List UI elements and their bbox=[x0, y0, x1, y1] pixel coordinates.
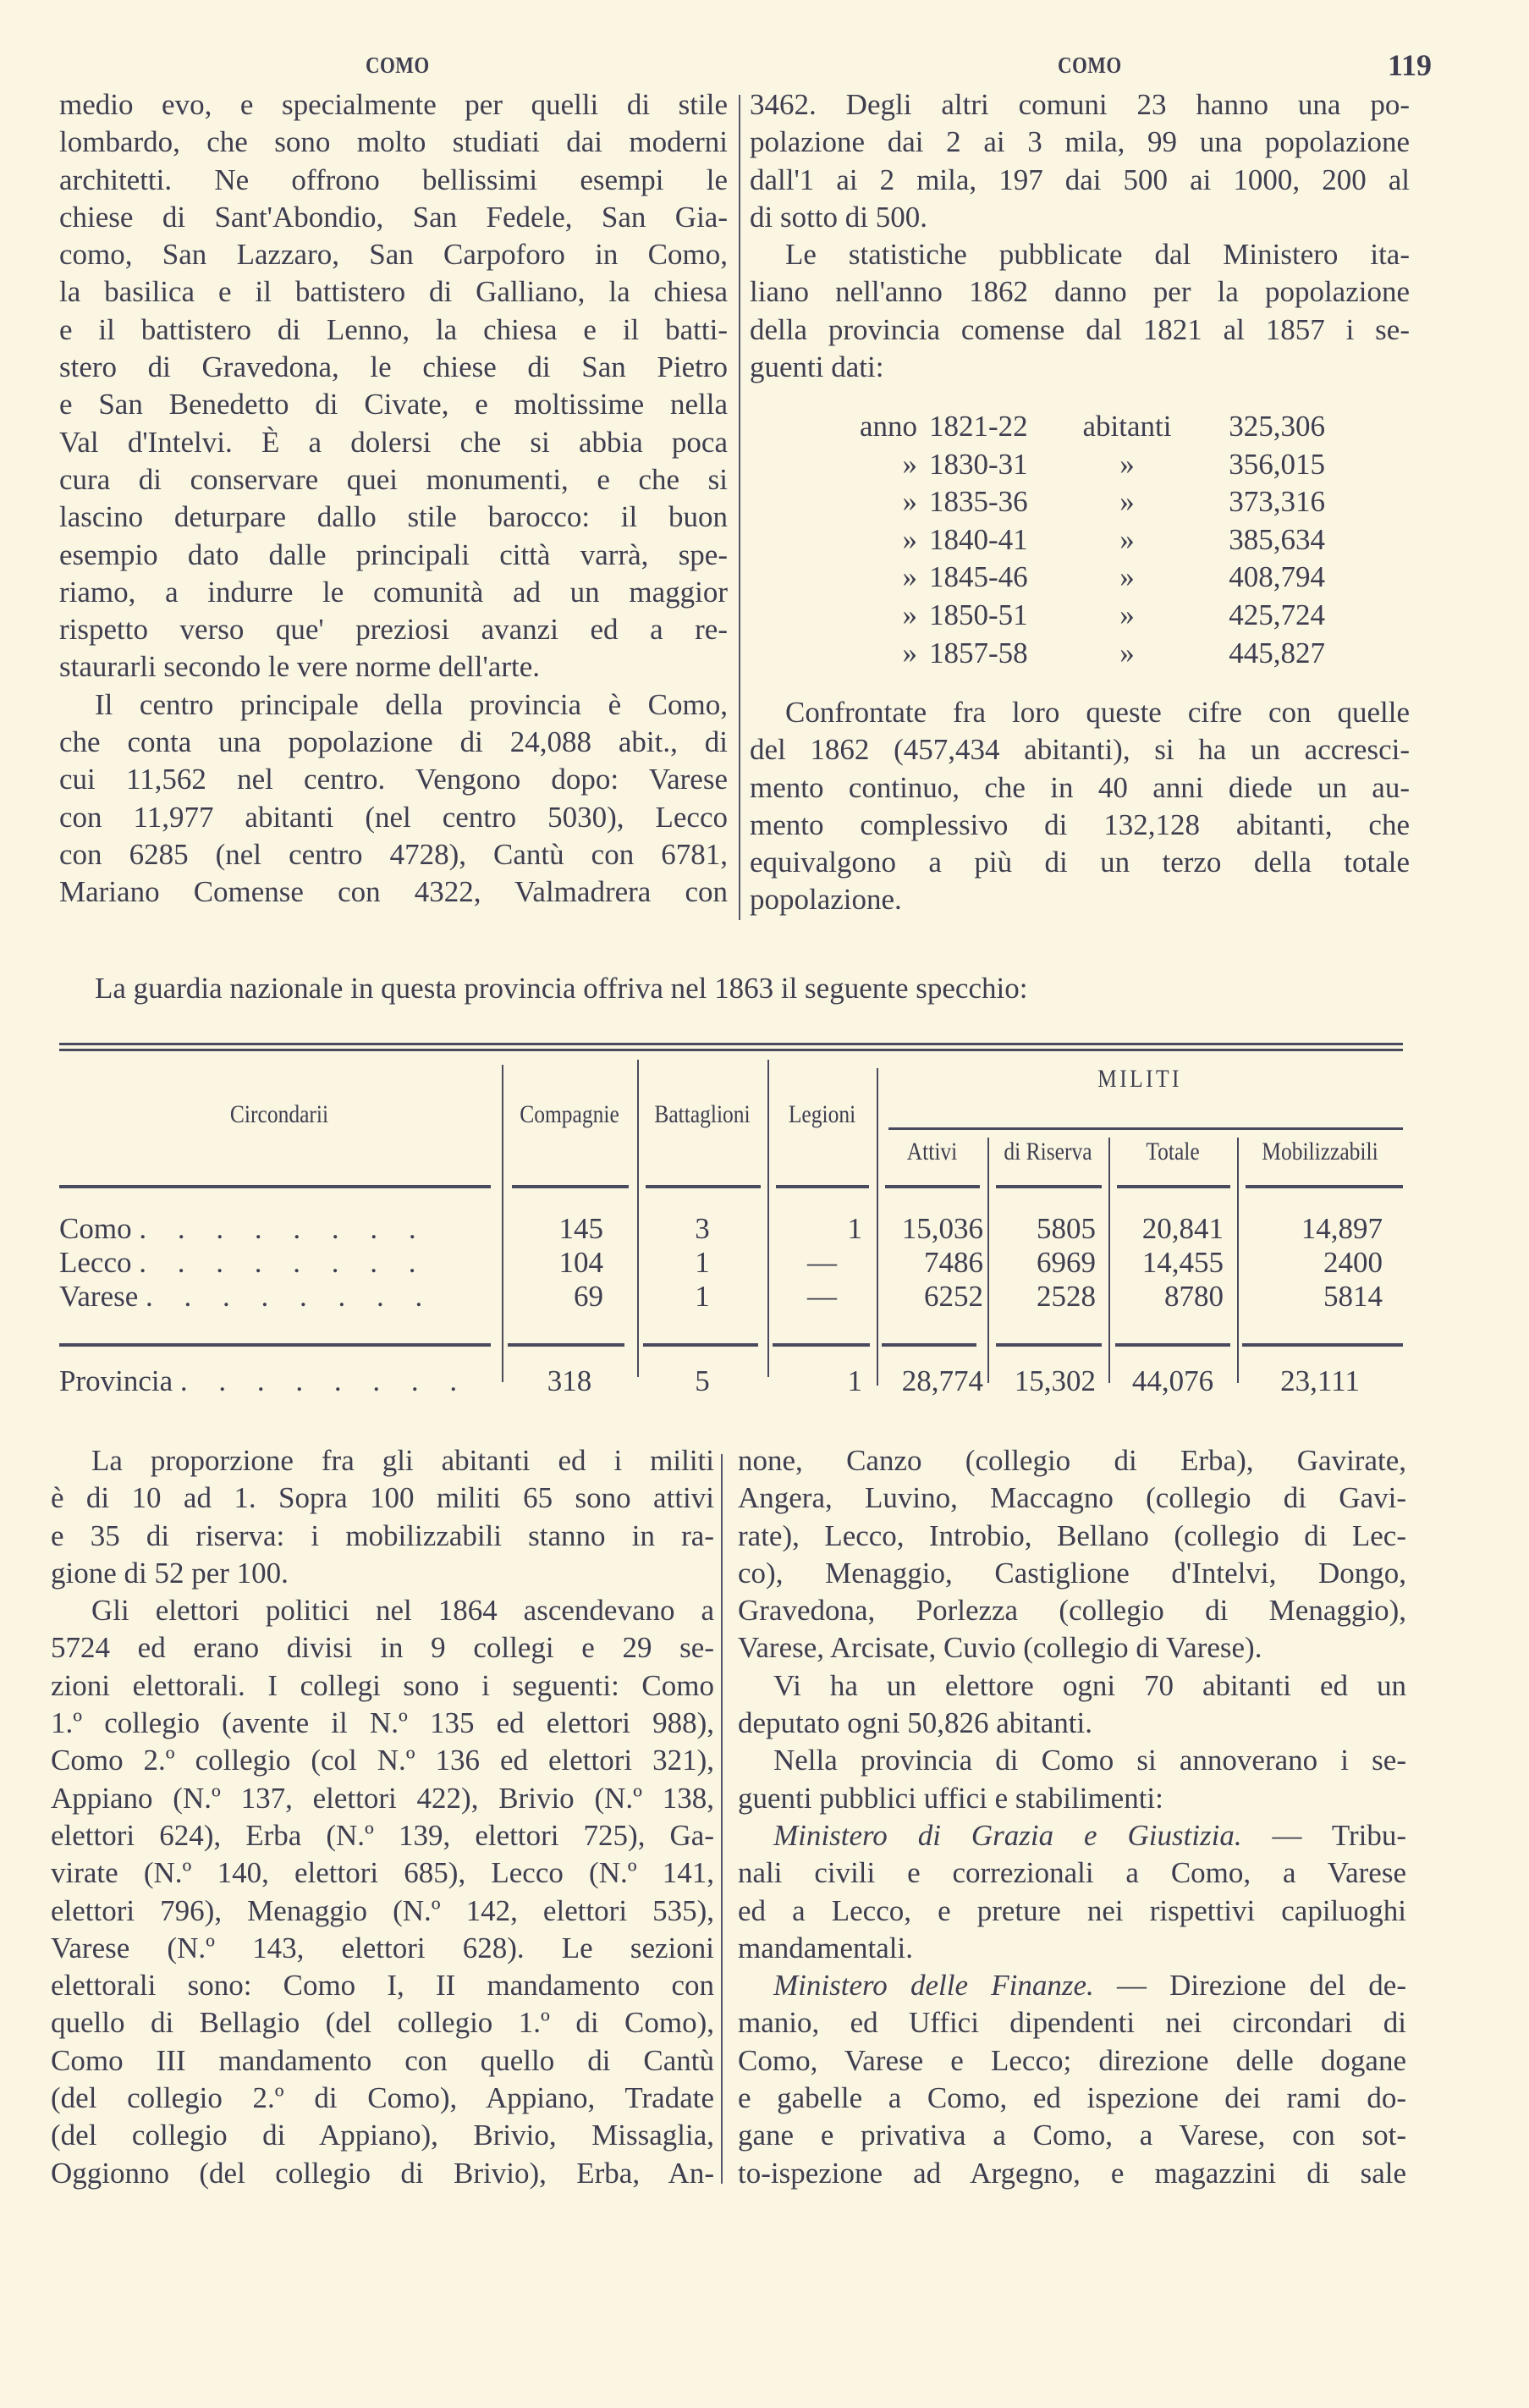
text-line: staurarli secondo le vere norme dell'arte. bbox=[59, 650, 540, 684]
right-running-head: COMO bbox=[1058, 52, 1122, 78]
paragraph-comuni bbox=[750, 86, 1410, 236]
text-line: (del collegio 2.º di Como), Appiano, Tradate bbox=[51, 2081, 714, 2115]
text-line: e San Benedetto di Civate, e moltissime nella bbox=[59, 388, 728, 422]
text-line: la basilica e il battistero di Galliano, la chiesa bbox=[59, 275, 728, 309]
cell-riserva: 2528 bbox=[1037, 1280, 1096, 1313]
row-value: 325,306 bbox=[1229, 410, 1325, 443]
row-label: » bbox=[1119, 485, 1135, 519]
paragraph-elettore-ratio bbox=[738, 1667, 1406, 1743]
row-circondario: Lecco bbox=[59, 1246, 132, 1279]
population-row bbox=[833, 521, 1325, 559]
cell-attivi: 7486 bbox=[924, 1246, 983, 1279]
cell-riserva: 6969 bbox=[1037, 1246, 1096, 1279]
cell-legioni: 1 bbox=[847, 1212, 862, 1245]
row-circondario: Como bbox=[59, 1212, 132, 1245]
leader-dots: . . . . . . . . bbox=[146, 1280, 435, 1313]
text-line: manio, ed Uffici dipendenti nei circondari di bbox=[738, 2006, 1406, 2040]
paragraph-centro-principale bbox=[59, 686, 728, 912]
page-number: 119 bbox=[1388, 48, 1433, 82]
row-prefix: » bbox=[902, 522, 917, 556]
militia-intro: La guardia nazionale in questa provincia offriva nel 1863 il seguente specchio: bbox=[95, 972, 1028, 1005]
cell-totale: 14,455 bbox=[1141, 1246, 1224, 1279]
text-fragment: — Direzione del de- bbox=[1093, 1969, 1406, 2003]
text-line: esempio dato dalle principali città varrà, spe- bbox=[59, 537, 728, 571]
cell-totale: 8780 bbox=[1164, 1280, 1224, 1313]
text-line: Mariano Comense con 4322, Valmadrera con bbox=[59, 875, 728, 909]
cell-legioni: 1 bbox=[847, 1364, 862, 1397]
text-line: lombardo, che sono molto studiati dai moderni bbox=[59, 125, 728, 159]
paragraph-sezioni-cont bbox=[738, 1442, 1406, 1667]
cell-riserva: 15,302 bbox=[1014, 1364, 1096, 1397]
text-line: Varese, Arcisate, Cuvio (collegio di Varese). bbox=[738, 1631, 1262, 1665]
population-row bbox=[833, 635, 1325, 673]
header-rule bbox=[512, 1185, 629, 1188]
row-period: 1835-36 bbox=[929, 485, 1028, 519]
text-line: Vi ha un elettore ogni 70 abitanti ed un bbox=[773, 1668, 1406, 1702]
total-rule bbox=[882, 1343, 976, 1347]
paragraph-proporzione bbox=[51, 1442, 714, 1592]
header-militi: MILITI bbox=[1097, 1065, 1182, 1093]
text-line: stero di Gravedona, le chiese di San Pietro bbox=[59, 350, 728, 384]
row-period: 1840-41 bbox=[929, 522, 1028, 556]
paragraph-statistiche bbox=[750, 236, 1410, 386]
text-line: Oggionno (del collegio di Brivio), Erba, An- bbox=[51, 2156, 714, 2190]
text-line: architetti. Ne offrono bellissimi esempi le bbox=[59, 163, 728, 196]
population-row bbox=[833, 559, 1325, 597]
cell-battaglioni: 5 bbox=[695, 1364, 710, 1397]
text-line: mento continuo, che in 40 anni diede un au- bbox=[750, 770, 1410, 804]
text-line: Como III mandamento con quello di Cantù bbox=[51, 2043, 714, 2077]
column-divider-bottom bbox=[721, 1454, 723, 2184]
text-line: medio evo, e specialmente per quelli di stile bbox=[59, 88, 728, 121]
ministry-title: Ministero delle Finanze. bbox=[773, 1969, 1094, 2003]
text-line: gione di 52 per 100. bbox=[51, 1556, 289, 1590]
total-rule bbox=[1115, 1343, 1230, 1347]
text-line: quello di Bellagio (del collegio 1.º di Como), bbox=[51, 2006, 714, 2040]
text-line: popolazione. bbox=[750, 883, 902, 917]
text-line: elettori 796), Menaggio (N.º 142, elettori 535), bbox=[51, 1893, 714, 1927]
text-line: riamo, a indurre le comunità ad un maggior bbox=[59, 575, 728, 609]
header-rule bbox=[59, 1185, 491, 1188]
text-line: 1.º collegio (avente il N.º 135 ed elettori 988), bbox=[51, 1706, 714, 1740]
text-line: 5724 ed erano divisi in 9 collegi e 29 se- bbox=[51, 1631, 714, 1665]
text-line: none, Canzo (collegio di Erba), Gavirate, bbox=[738, 1444, 1406, 1477]
row-label: » bbox=[1119, 636, 1135, 670]
paragraph-ministero-giustizia bbox=[738, 1817, 1406, 1967]
text-fragment: — Tribu- bbox=[1241, 1818, 1406, 1852]
row-value: 445,827 bbox=[1229, 636, 1325, 670]
cell-battaglioni: 3 bbox=[695, 1212, 710, 1245]
text-line: con 11,977 abitanti (nel centro 5030), Lecco bbox=[59, 800, 728, 834]
total-rule bbox=[996, 1343, 1102, 1347]
text-line: e gabelle a Como, ed ispezione dei rami do- bbox=[738, 2081, 1406, 2115]
row-prefix: » bbox=[902, 485, 917, 519]
row-value: 385,634 bbox=[1229, 522, 1325, 556]
header-rule bbox=[776, 1185, 869, 1188]
text-line: Angera, Luvino, Maccagno (collegio di Gavi- bbox=[738, 1481, 1406, 1515]
cell-compagnie: 318 bbox=[547, 1364, 592, 1397]
text-line: e 35 di riserva: i mobilizzabili stanno in ra- bbox=[51, 1518, 714, 1552]
text-line: Gli elettori politici nel 1864 ascendevano a bbox=[91, 1594, 714, 1628]
total-rule bbox=[508, 1343, 624, 1347]
text-line: e il battistero di Lenno, la chiesa e il batti- bbox=[59, 312, 728, 346]
cell-riserva: 5805 bbox=[1037, 1212, 1096, 1245]
text-line: como, San Lazzaro, San Carpoforo in Como, bbox=[59, 238, 728, 272]
row-label: » bbox=[1119, 560, 1135, 594]
header-rule bbox=[885, 1185, 980, 1188]
text-line: Nella provincia di Como si annoverano i se- bbox=[773, 1744, 1406, 1777]
row-value: 373,316 bbox=[1229, 485, 1325, 519]
text-line: Varese (N.º 143, elettori 628). Le sezioni bbox=[51, 1931, 714, 1964]
text-line: deputato ogni 50,826 abitanti. bbox=[738, 1706, 1092, 1740]
header-rule bbox=[646, 1185, 761, 1188]
row-prefix: » bbox=[902, 560, 917, 594]
text-line: della provincia comense dal 1821 al 1857 i se- bbox=[750, 312, 1410, 346]
cell-battaglioni: 1 bbox=[695, 1280, 710, 1313]
text-line: con 6285 (nel centro 4728), Cantù con 6781, bbox=[59, 837, 728, 871]
militi-group-rule bbox=[888, 1127, 1403, 1130]
paragraph-ministero-finanze bbox=[738, 1967, 1406, 2192]
cell-mobilizzabili: 23,111 bbox=[1280, 1364, 1360, 1397]
header-circondarii: Circondarii bbox=[229, 1100, 329, 1128]
leader-dots: . . . . . . . . bbox=[179, 1364, 470, 1397]
text-line bbox=[738, 1817, 1406, 1854]
left-column-bottom bbox=[51, 1442, 714, 2192]
total-rule bbox=[773, 1343, 870, 1347]
cell-totale: 44,076 bbox=[1131, 1364, 1214, 1397]
paragraph-confrontate bbox=[750, 694, 1410, 919]
leader-dots: . . . . . . . . bbox=[139, 1212, 428, 1245]
paragraph-churches bbox=[59, 86, 728, 686]
text-line: to-ispezione ad Argegno, e magazzini di sale bbox=[738, 2156, 1406, 2190]
row-label: » bbox=[1119, 447, 1135, 481]
text-line: Como 2.º collegio (col N.º 136 ed elettori 321), bbox=[51, 1744, 714, 1777]
text-line: liano nell'anno 1862 danno per la popolazione bbox=[750, 275, 1410, 309]
cell-legioni: — bbox=[807, 1280, 837, 1313]
total-rule bbox=[59, 1343, 491, 1347]
row-value: 408,794 bbox=[1229, 560, 1325, 594]
text-line: chiese di Sant'Abondio, San Fedele, San Gia- bbox=[59, 200, 728, 234]
text-line: polazione dai 2 ai 3 mila, 99 una popolazione bbox=[750, 125, 1410, 159]
left-column-top bbox=[59, 86, 728, 912]
cell-compagnie: 69 bbox=[574, 1280, 603, 1313]
text-line: zioni elettorali. I collegi sono i seguenti: Como bbox=[51, 1668, 714, 1702]
text-line: cui 11,562 nel centro. Vengono dopo: Varese bbox=[59, 763, 728, 796]
text-line: co), Menaggio, Castiglione d'Intelvi, Dongo, bbox=[738, 1556, 1406, 1590]
population-row bbox=[833, 446, 1325, 484]
leader-dots: . . . . . . . . bbox=[139, 1246, 428, 1279]
header-battaglioni: Battaglioni bbox=[654, 1100, 751, 1128]
paragraph-elettori bbox=[51, 1592, 714, 2192]
row-prefix: » bbox=[902, 447, 917, 481]
text-line: (del collegio di Appiano), Brivio, Missaglia, bbox=[51, 2119, 714, 2152]
total-rule bbox=[643, 1343, 758, 1347]
text-line: Val d'Intelvi. È a dolersi che si abbia poca bbox=[59, 425, 728, 459]
text-line: Como, Varese e Lecco; direzione delle dogane bbox=[738, 2043, 1406, 2077]
header-rule bbox=[1246, 1185, 1403, 1188]
cell-attivi: 28,774 bbox=[901, 1364, 983, 1397]
cell-attivi: 6252 bbox=[924, 1280, 983, 1313]
text-line: virate (N.º 140, elettori 685), Lecco (N.º 141, bbox=[51, 1856, 714, 1890]
cell-battaglioni: 1 bbox=[695, 1246, 710, 1279]
cell-compagnie: 145 bbox=[558, 1212, 603, 1245]
text-line: del 1862 (457,434 abitanti), si ha un accresci- bbox=[750, 733, 1410, 767]
row-circondario: Provincia bbox=[59, 1364, 173, 1397]
header-totale: Totale bbox=[1146, 1138, 1200, 1165]
text-line: di sotto di 500. bbox=[750, 200, 928, 234]
population-row bbox=[833, 597, 1325, 635]
cell-legioni: — bbox=[807, 1246, 837, 1279]
text-line: Confrontate fra loro queste cifre con quelle bbox=[785, 696, 1410, 729]
text-line: lascino deturpare dallo stile barocco: il buon bbox=[59, 500, 728, 534]
header-legioni: Legioni bbox=[788, 1100, 856, 1128]
left-running-head: COMO bbox=[366, 52, 430, 78]
row-label: » bbox=[1119, 598, 1135, 631]
text-line: nali civili e correzionali a Como, a Varese bbox=[738, 1856, 1406, 1890]
header-mobilizzabili: Mobilizzabili bbox=[1262, 1138, 1378, 1165]
row-label: » bbox=[1119, 522, 1135, 556]
right-column-bottom bbox=[738, 1442, 1406, 2192]
text-line: dall'1 ai 2 mila, 197 dai 500 ai 1000, 200 al bbox=[750, 163, 1410, 196]
cell-mobilizzabili: 5814 bbox=[1323, 1280, 1383, 1313]
row-prefix: anno bbox=[859, 410, 917, 443]
population-row bbox=[833, 408, 1325, 446]
header-riserva: di Riserva bbox=[1004, 1138, 1092, 1165]
population-table bbox=[833, 408, 1325, 672]
text-line: gane e privativa a Como, a Varese, con sot- bbox=[738, 2119, 1406, 2152]
row-period: 1845-46 bbox=[929, 560, 1028, 594]
population-row bbox=[833, 483, 1325, 521]
text-line: guenti dati: bbox=[750, 350, 884, 384]
text-line: guenti pubblici uffici e stabilimenti: bbox=[738, 1781, 1163, 1815]
cell-compagnie: 104 bbox=[558, 1246, 603, 1279]
row-prefix: » bbox=[902, 598, 917, 631]
right-column-top bbox=[750, 86, 1410, 386]
total-rule bbox=[1242, 1343, 1403, 1347]
column-divider-top bbox=[739, 95, 740, 920]
header-rule bbox=[996, 1185, 1102, 1188]
header-compagnie: Compagnie bbox=[520, 1100, 619, 1128]
text-line: mento complessivo di 132,128 abitanti, che bbox=[750, 807, 1410, 841]
row-period: 1850-51 bbox=[929, 598, 1028, 631]
ministry-title: Ministero di Grazia e Giustizia. bbox=[773, 1818, 1242, 1852]
cell-attivi: 15,036 bbox=[901, 1212, 983, 1245]
text-line: La proporzione fra gli abitanti ed i militi bbox=[91, 1444, 714, 1477]
text-line: Le statistiche pubblicate dal Ministero ita- bbox=[785, 238, 1410, 272]
text-line: rispetto verso que' preziosi avanzi ed a re- bbox=[59, 613, 728, 647]
table-top-double-rule bbox=[59, 1043, 1403, 1051]
text-line: rate), Lecco, Introbio, Bellano (collegio di Lec- bbox=[738, 1518, 1406, 1552]
header-attivi: Attivi bbox=[906, 1138, 958, 1165]
text-line: che conta una popolazione di 24,088 abit., di bbox=[59, 725, 728, 759]
text-line: mandamentali. bbox=[738, 1931, 914, 1964]
row-circondario: Varese bbox=[59, 1280, 139, 1313]
text-line: è di 10 ad 1. Sopra 100 militi 65 sono attivi bbox=[51, 1481, 714, 1515]
text-line: Il centro principale della provincia è Como, bbox=[95, 687, 728, 721]
row-value: 356,015 bbox=[1229, 447, 1325, 481]
row-prefix: » bbox=[902, 636, 917, 670]
text-line: Appiano (N.º 137, elettori 422), Brivio (N.º 138, bbox=[51, 1781, 714, 1815]
text-line: equivalgono a più di un terzo della totale bbox=[750, 846, 1410, 879]
row-label: abitanti bbox=[1082, 410, 1172, 443]
row-period: 1830-31 bbox=[929, 447, 1028, 481]
text-line: elettori 624), Erba (N.º 139, elettori 725), Ga- bbox=[51, 1818, 714, 1852]
cell-mobilizzabili: 14,897 bbox=[1301, 1212, 1383, 1245]
row-period: 1821-22 bbox=[929, 410, 1028, 443]
text-line: 3462. Degli altri comuni 23 hanno una po- bbox=[750, 88, 1410, 121]
row-value: 425,724 bbox=[1229, 598, 1325, 631]
paragraph-uffici bbox=[738, 1742, 1406, 1817]
row-period: 1857-58 bbox=[929, 636, 1028, 670]
header-rule bbox=[1117, 1185, 1230, 1188]
cell-mobilizzabili: 2400 bbox=[1323, 1246, 1383, 1279]
text-line: elettorali sono: Como I, II mandamento con bbox=[51, 1969, 714, 2003]
text-line: cura di conservare quei monumenti, e che si bbox=[59, 462, 728, 496]
cell-totale: 20,841 bbox=[1141, 1212, 1224, 1245]
text-line bbox=[738, 1967, 1406, 2004]
text-line: ed a Lecco, e preture nei rispettivi capiluoghi bbox=[738, 1893, 1406, 1927]
text-line: Gravedona, Porlezza (collegio di Menaggio), bbox=[738, 1594, 1406, 1628]
